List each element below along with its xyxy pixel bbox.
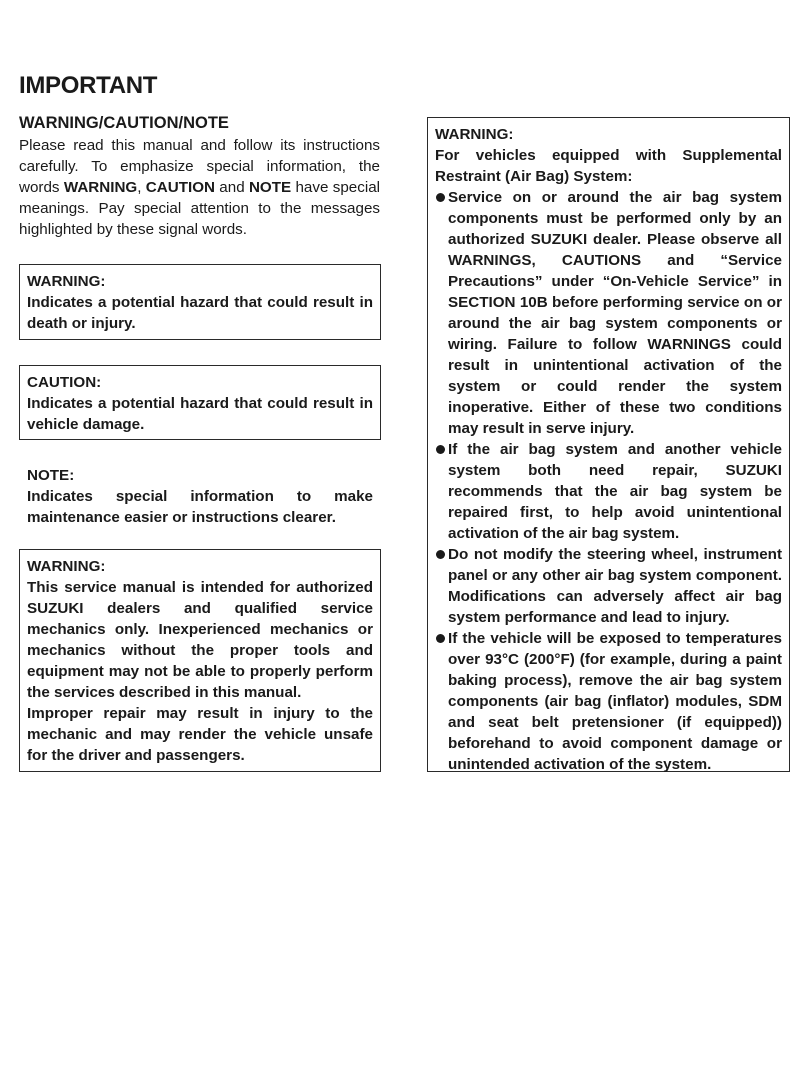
keyword-note: NOTE <box>248 179 292 196</box>
intro-separator-2: and <box>214 179 249 196</box>
warning-airbag-box <box>427 117 790 772</box>
intro-text-part1: Please read this manual and follow its instructions carefully. To emphasize special information, the words <box>19 137 380 196</box>
caution-definition-box <box>19 365 381 440</box>
warning-airbag-intro: For vehicles equipped with Supplemental Restraint (Air Bag) System: <box>435 147 782 185</box>
intro-separator-1: , <box>137 179 146 196</box>
caution-definition-text: Indicates a potential hazard that could result in vehicle damage. <box>27 395 373 433</box>
keyword-warning: WARNING <box>63 179 138 196</box>
warning-manual-heading: WARNING: <box>27 558 106 575</box>
warning-airbag-heading: WARNING: <box>435 126 514 143</box>
list-item: If the air bag system and another vehicle system both need repair, SUZUKI recommends that the air bag system be repaired first, to help avoid unintentional activation of the air bag system. <box>435 439 782 544</box>
list-item: Do not modify the steering wheel, instrument panel or any other air bag system component. Modifications can adversely affect air bag system performance and lead to injury. <box>435 544 782 628</box>
section-subtitle: WARNING/CAUTION/NOTE <box>19 114 229 132</box>
airbag-bullet-list <box>435 187 782 775</box>
note-definition-block <box>27 465 373 528</box>
warning-definition-heading: WARNING: <box>27 273 106 290</box>
caution-definition-heading: CAUTION: <box>27 374 102 391</box>
note-definition-text: Indicates special information to make maintenance easier or instructions clearer. <box>27 488 373 526</box>
warning-manual-text-2: Improper repair may result in injury to the mechanic and may render the vehicle unsafe for the driver and passengers. <box>27 705 373 764</box>
list-item: If the vehicle will be exposed to temperatures over 93°C (200°F) (for example, during a paint baking process), remove the air bag system components (air bag (inflator) modules, SDM and seat belt pretensioner (if equipped)) beforehand to avoid component damage or unintended activation of the system. <box>435 628 782 775</box>
warning-manual-text-1: This service manual is intended for authorized SUZUKI dealers and qualified service mechanics only. Inexperienced mechanics or mechanics without the proper tools and equipment may not be able to properly perform the services described in this manual. <box>27 579 373 701</box>
warning-definition-box <box>19 264 381 340</box>
note-definition-heading: NOTE: <box>27 467 75 484</box>
intro-paragraph <box>19 135 380 240</box>
warning-definition-text: Indicates a potential hazard that could result in death or injury. <box>27 294 373 332</box>
warning-manual-box <box>19 549 381 772</box>
intro-text-part2: have special meanings. Pay special attention to the messages highlighted by these signal words. <box>19 179 381 238</box>
list-item: Service on or around the air bag system components must be performed only by an authorized SUZUKI dealer. Please observe all WARNINGS, CAUTIONS and “Service Precautions” under “On-Vehicle Service” in SECTION 10B before performing service on or around the air bag system components or wiring. Failure to follow WARNINGS could result in unintentional activation of the system or could render the system inoperative. Either of these two conditions may result in serve injury. <box>435 187 782 439</box>
keyword-caution: CAUTION <box>145 179 215 196</box>
page-title: IMPORTANT <box>19 72 158 99</box>
